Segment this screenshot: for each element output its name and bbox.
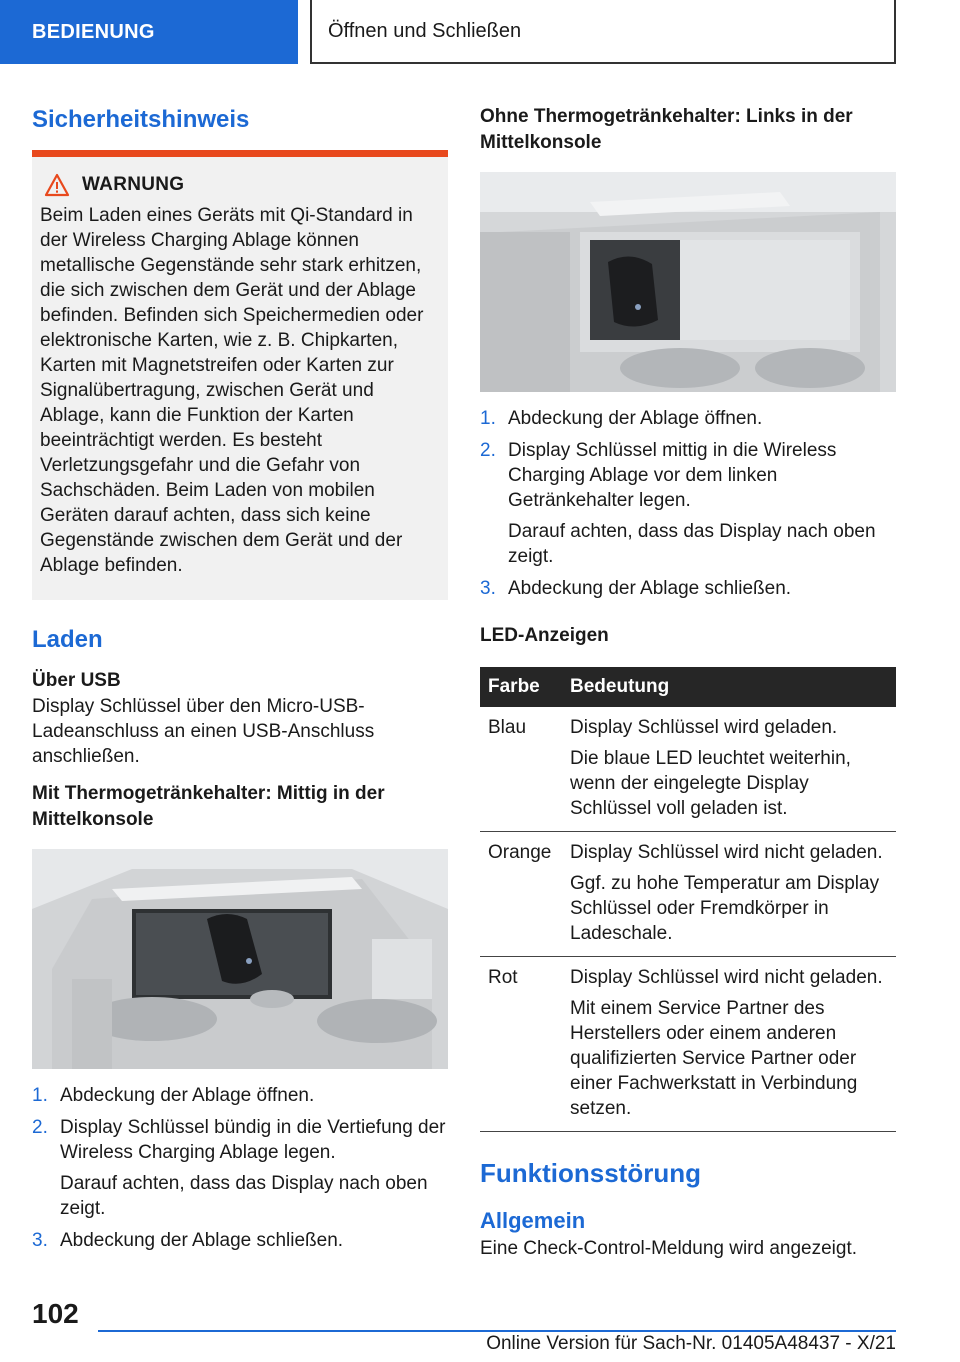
steps-list-left [32,1083,448,1253]
warning-text: Beim Laden eines Geräts mit Qi-Standard in der Wireless Charging Ablage können metallische Gegenstände sehr stark erhitzen, die sich zwischen dem Gerät und der Ablage befinden. Befinden sich Speichermedien oder elektronische Karten, wie z. B. Chipkarten, Karten mit Magnetstreifen oder Karten zur Signalübertragung, zwischen Gerät und Ablage, kann die Funktion der Karten beeinträchtigt werden. Es besteht Verletzungsgefahr und die Gefahr von Sachschäden. Beim Laden von mobilen Geräten darauf achten, dass sich keine Gegenstände zwischen dem Gerät und der Ablage befinden. [40,205,424,576]
table-header-row [480,667,896,707]
safety-heading: Sicherheitshinweis [32,106,250,133]
led-table [480,667,896,1132]
led-meaning: Display Schlüssel wird nicht geladen. [570,842,883,863]
warning-rule [32,150,448,157]
list-item [480,576,896,601]
general-text: Eine Check-Control-Meldung wird angezeigt. [480,1238,858,1259]
step-text: Abdeckung der Ablage öffnen. [60,1085,315,1106]
steps-list-right [480,406,896,601]
section-tab [0,0,298,64]
table-row [480,957,896,1132]
step-note: Darauf achten, dass das Display nach oben zeigt. [508,521,876,567]
column-header-meaning: Bedeutung [562,667,896,707]
warning-triangle-icon [44,173,70,197]
table-row [480,832,896,957]
list-item [32,1115,448,1221]
led-detail: Die blaue LED leuchtet weiterhin, wenn der eingelegte Display Schlüssel voll geladen ist. [570,748,851,819]
led-color-cell: Rot [480,957,562,1132]
section-label: BEDIENUNG [32,20,155,43]
malfunction-heading: Funktionsstörung [480,1158,701,1188]
step-text: Abdeckung der Ablage schließen. [508,578,792,599]
console-photo-without-cupholder [480,172,896,392]
table-row [480,707,896,832]
chapter-label: Öffnen und Schließen [328,19,522,42]
step-number: 1. [480,408,496,429]
step-number: 1. [32,1085,48,1106]
led-heading: LED-Anzeigen [480,625,609,646]
warning-box [32,157,448,600]
list-item [32,1083,448,1108]
step-body [508,438,896,569]
general-heading: Allgemein [480,1208,586,1233]
list-item [480,438,896,569]
step-text: Display Schlüssel mittig in die Wireless Charging Ablage vor dem linken Getränkehalter legen. [508,440,837,511]
step-text: Display Schlüssel bündig in die Vertiefung der Wireless Charging Ablage legen. [60,1117,446,1163]
list-item [480,406,896,431]
warning-label: WARNUNG [82,174,185,195]
step-number: 2. [480,440,496,461]
page-number: 102 [32,1298,79,1329]
usb-text: Display Schlüssel über den Micro-USB-Ladeanschluss an einen USB-Anschluss anschließen. [32,696,375,767]
footer-rule [98,1330,896,1332]
step-note: Darauf achten, dass das Display nach oben zeigt. [60,1173,428,1219]
led-color-cell: Orange [480,832,562,957]
step-body [60,1115,448,1221]
chapter-tab [310,0,896,64]
left-column [32,96,448,1253]
led-detail: Ggf. zu hohe Temperatur am Display Schlüssel oder Fremdkörper in Ladeschale. [570,873,880,944]
laden-heading: Laden [32,626,103,653]
led-meaning: Display Schlüssel wird nicht geladen. [570,967,883,988]
led-detail: Mit einem Service Partner des Herstellers oder einem anderen qualifizierten Service Partner oder einer Fachwerkstatt in Verbindung setzen. [570,998,858,1119]
console-photo-with-cupholder [32,849,448,1069]
step-number: 3. [480,578,496,599]
warning-header [40,173,440,197]
led-color-cell: Blau [480,707,562,832]
step-number: 2. [32,1117,48,1138]
right-column [480,96,896,1261]
led-meaning-cell [562,707,896,832]
column-header-color: Farbe [480,667,562,707]
thermo-heading: Mit Thermogetränkehalter: Mittig in der Mittelkonsole [32,783,385,830]
list-item [32,1228,448,1253]
led-meaning-cell [562,957,896,1132]
step-number: 3. [32,1230,48,1251]
footer-version: Online Version für Sach-Nr. 01405A48437 - X/21 [486,1333,896,1354]
led-meaning: Display Schlüssel wird geladen. [570,717,838,738]
usb-heading: Über USB [32,670,121,691]
led-meaning-cell [562,832,896,957]
step-text: Abdeckung der Ablage öffnen. [508,408,763,429]
step-text: Abdeckung der Ablage schließen. [60,1230,344,1251]
no-thermo-heading: Ohne Thermogetränkehalter: Links in der Mittelkonsole [480,106,853,153]
